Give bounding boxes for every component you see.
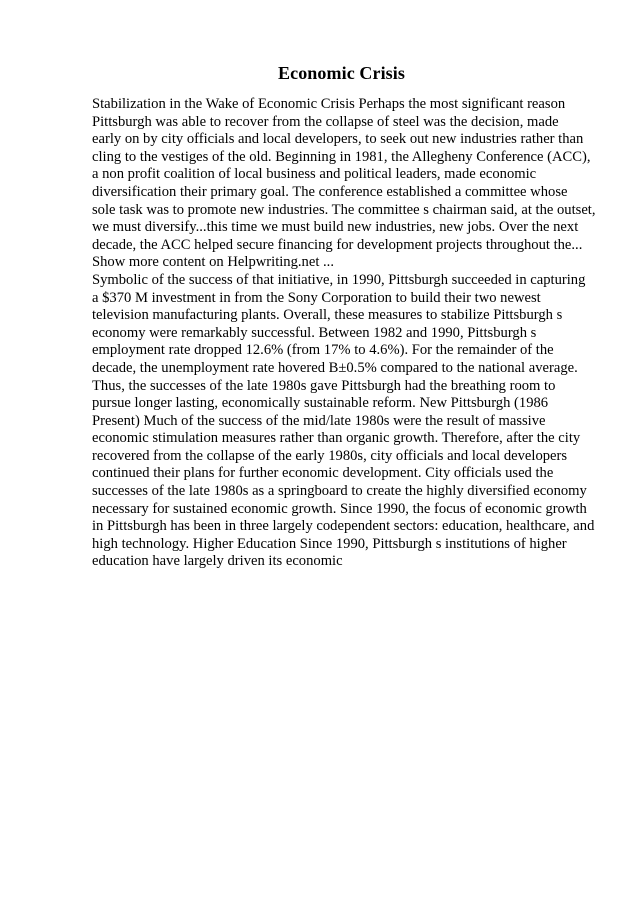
- body-line: continued their plans for further economic development. City officials used the: [92, 465, 554, 482]
- body-line: Present) Much of the success of the mid/late 1980s were the result of massive: [92, 412, 546, 429]
- body-line: recovered from the collapse of the early 1980s, city officials and local developers: [92, 447, 568, 464]
- body-line: television manufacturing plants. Overall, these measures to stabilize Pittsburgh s: [92, 307, 563, 324]
- body-line: successes of the late 1980s as a springboard to create the highly diversified economy: [92, 483, 587, 500]
- body-line: we must diversify...this time we must build new industries, new jobs. Over the next: [92, 219, 579, 236]
- body-line: economy were remarkably successful. Between 1982 and 1990, Pittsburgh s: [92, 324, 537, 341]
- body-line: necessary for sustained economic growth. Since 1990, the focus of economic growth: [92, 500, 587, 517]
- body-line: cling to the vestiges of the old. Beginning in 1981, the Allegheny Conference (ACC),: [92, 148, 591, 165]
- body-line: early on by city officials and local developers, to seek out new industries rather than: [92, 131, 584, 148]
- body-line: pursue longer lasting, economically sustainable reform. New Pittsburgh (1986: [92, 395, 549, 412]
- body-line: decade, the ACC helped secure financing for development projects throughout the...: [92, 236, 583, 253]
- body-line: education have largely driven its economic: [92, 553, 343, 570]
- body-line: Symbolic of the success of that initiative, in 1990, Pittsburgh succeeded in capturing: [92, 271, 586, 288]
- body-line: Thus, the successes of the late 1980s gave Pittsburgh had the breathing room to: [92, 377, 556, 394]
- body-line: decade, the unemployment rate hovered B±0.5% compared to the national average.: [92, 359, 578, 376]
- document-title: Economic Crisis: [278, 63, 405, 83]
- body-line: sole task was to promote new industries. The committee s chairman said, at the outset,: [92, 201, 596, 218]
- body-line: economic stimulation measures rather than organic growth. Therefore, after the city: [92, 430, 581, 447]
- body-line: in Pittsburgh has been in three largely codependent sectors: education, healthcare, and: [92, 518, 595, 535]
- body-line: employment rate dropped 12.6% (from 17% to 4.6%). For the remainder of the: [92, 342, 554, 359]
- body-line: Stabilization in the Wake of Economic Crisis Perhaps the most significant reason: [92, 96, 566, 112]
- show-more-line: Show more content on Helpwriting.net ...: [92, 254, 334, 271]
- body-line: a non profit coalition of local business and political leaders, made economic: [92, 166, 537, 183]
- body-line: a $370 M investment in from the Sony Corporation to build their two newest: [92, 289, 541, 306]
- body-line: Pittsburgh was able to recover from the collapse of steel was the decision, made: [92, 113, 559, 130]
- document-body: [92, 96, 612, 571]
- body-line: diversification their primary goal. The conference established a committee whose: [92, 183, 568, 200]
- body-line: high technology. Higher Education Since 1990, Pittsburgh s institutions of higher: [92, 535, 567, 552]
